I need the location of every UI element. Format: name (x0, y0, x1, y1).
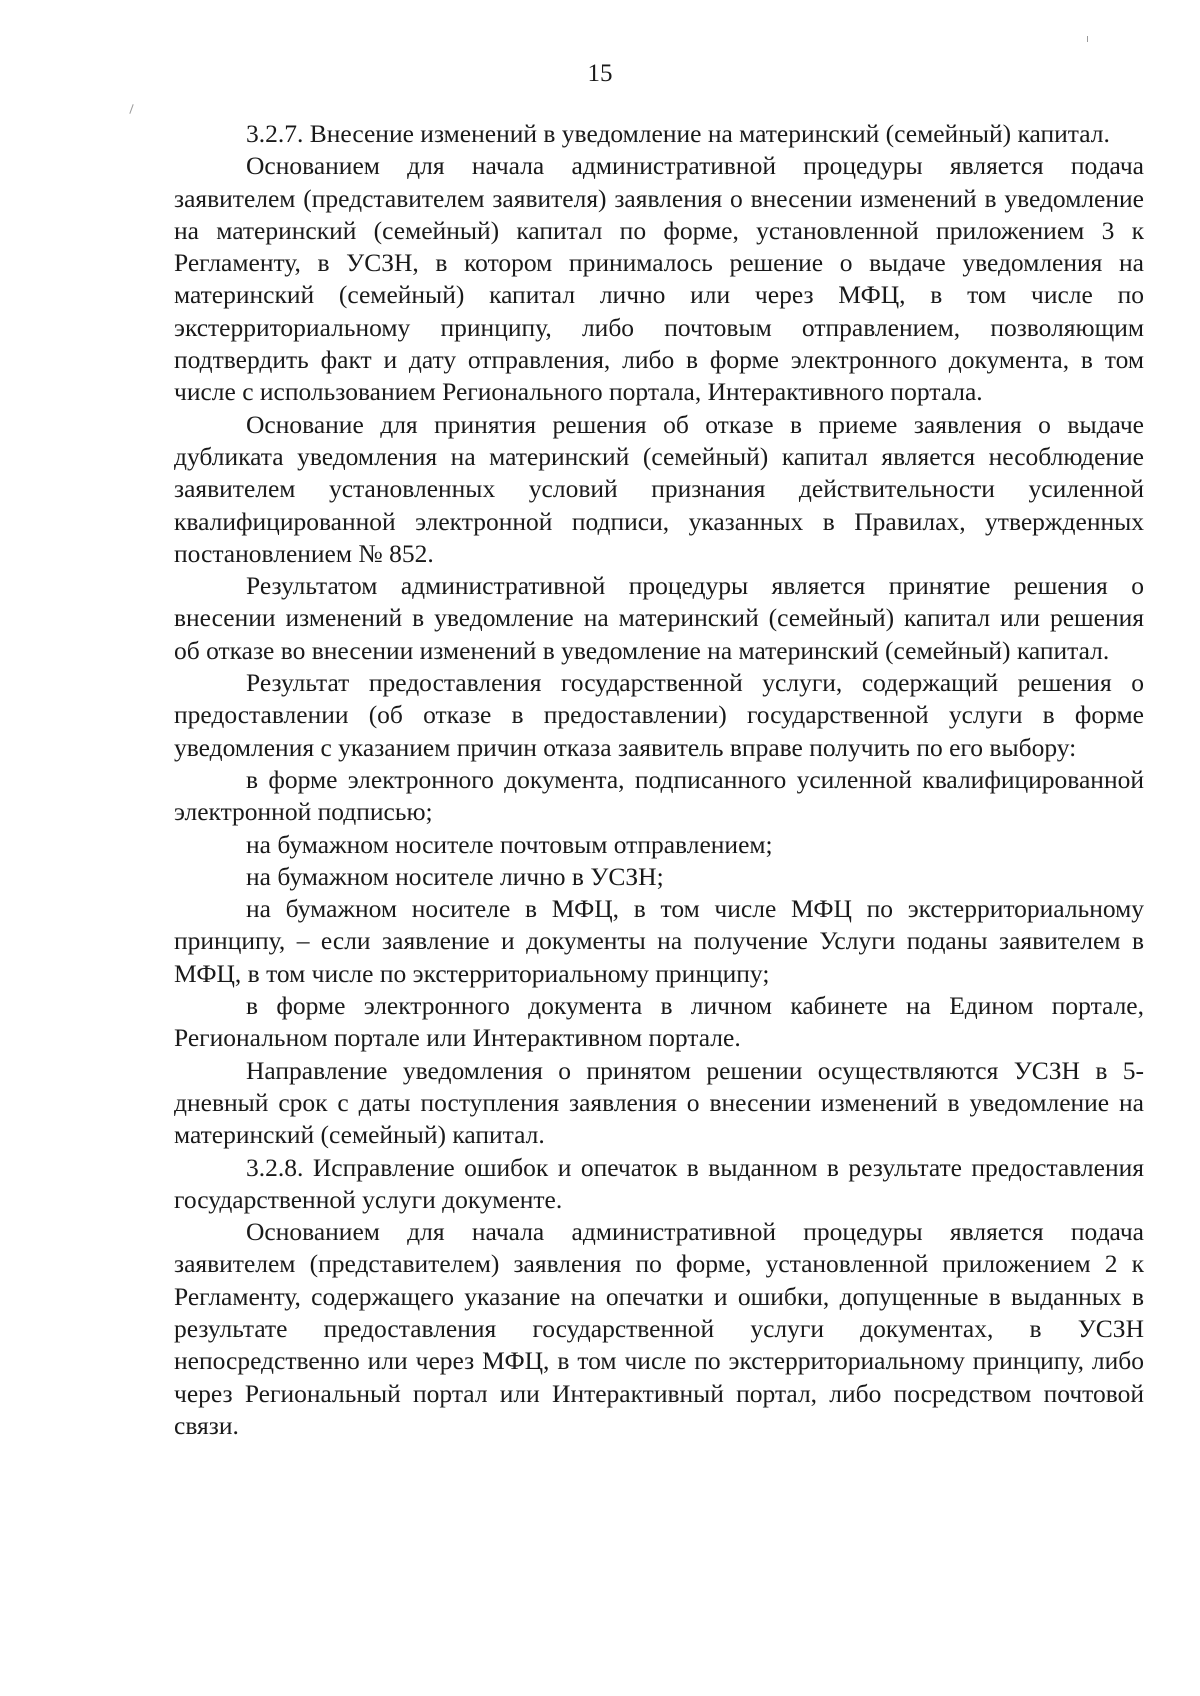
paragraph: Основанием для начала административной процедуры является подача заявителем (представителем заявителя) заявления о внесении изменений в уведомление на материнский (семейный) капитал по форме, установленной приложением 3 к Регламенту, в УСЗН, в котором принималось решение о выдаче уведомления на материнский (семейный) капитал лично или через МФЦ, в том числе по экстерриториальному принципу, либо почтовым отправлением, позволяющим подтвердить факт и дату отправления, либо в форме электронного документа, в том числе с использованием Регионального портала, Интерактивного портала. (174, 151, 1144, 407)
list-item: на бумажном носителе почтовым отправлением; (246, 829, 773, 859)
document-body (174, 118, 1144, 1442)
list-item: в форме электронного документа, подписанного усиленной квалифицированной электронной подписью; (174, 764, 1144, 827)
list-item: на бумажном носителе лично в УСЗН; (246, 861, 664, 891)
list-item: на бумажном носителе в МФЦ, в том числе МФЦ по экстерриториальному принципу, – если заявление и документы на получение Услуги поданы заявителем в МФЦ, в том числе по экстерриториальному принципу; (174, 894, 1144, 988)
paragraph: Основание для принятия решения об отказе в приеме заявления о выдаче дубликата уведомления на материнский (семейный) капитал является несоблюдение заявителем установленных условий признания действительности усиленной квалифицированной электронной подписи, указанных в Правилах, утвержденных постановлением № 852. (174, 409, 1144, 568)
page-number: 15 (587, 60, 613, 87)
section-heading-3-2-7: 3.2.7. Внесение изменений в уведомление на материнский (семейный) капитал. (246, 119, 1110, 148)
paragraph: Результат предоставления государственной услуги, содержащий решения о предоставлении (об отказе в предоставлении) государственной услуги в форме уведомления с указанием причин отказа заявитель вправе получить по его выбору: (174, 668, 1144, 762)
list-item: в форме электронного документа в личном кабинете на Едином портале, Региональном портале или Интерактивном портале. (174, 991, 1144, 1053)
paragraph: Направление уведомления о принятом решении осуществляются УСЗН в 5-дневный срок с даты поступления заявления о внесении изменений в уведомление на материнский (семейный) капитал. (174, 1055, 1144, 1150)
paragraph: Результатом административной процедуры является принятие решения о внесении изменений в уведомление на материнский (семейный) капитал или решения об отказе во внесении изменений в уведомление на материнский (семейный) капитал. (174, 571, 1144, 665)
section-heading-3-2-8: 3.2.8. Исправление ошибок и опечаток в выданном в результате предоставления государственной услуги документе. (174, 1152, 1144, 1214)
scan-speck (1087, 36, 1088, 42)
scan-speck (129, 104, 133, 114)
paragraph: Основанием для начала административной процедуры является подача заявителем (представителем) заявления по форме, установленной приложением 2 к Регламенту, содержащего указание на опечатки и ошибки, допущенные в выданных в результате предоставления государственной услуги документах, в УСЗН непосредственно или через МФЦ, в том числе по экстерриториальному принципу, либо через Региональный портал или Интерактивный портал, либо посредством почтовой связи. (174, 1217, 1144, 1440)
